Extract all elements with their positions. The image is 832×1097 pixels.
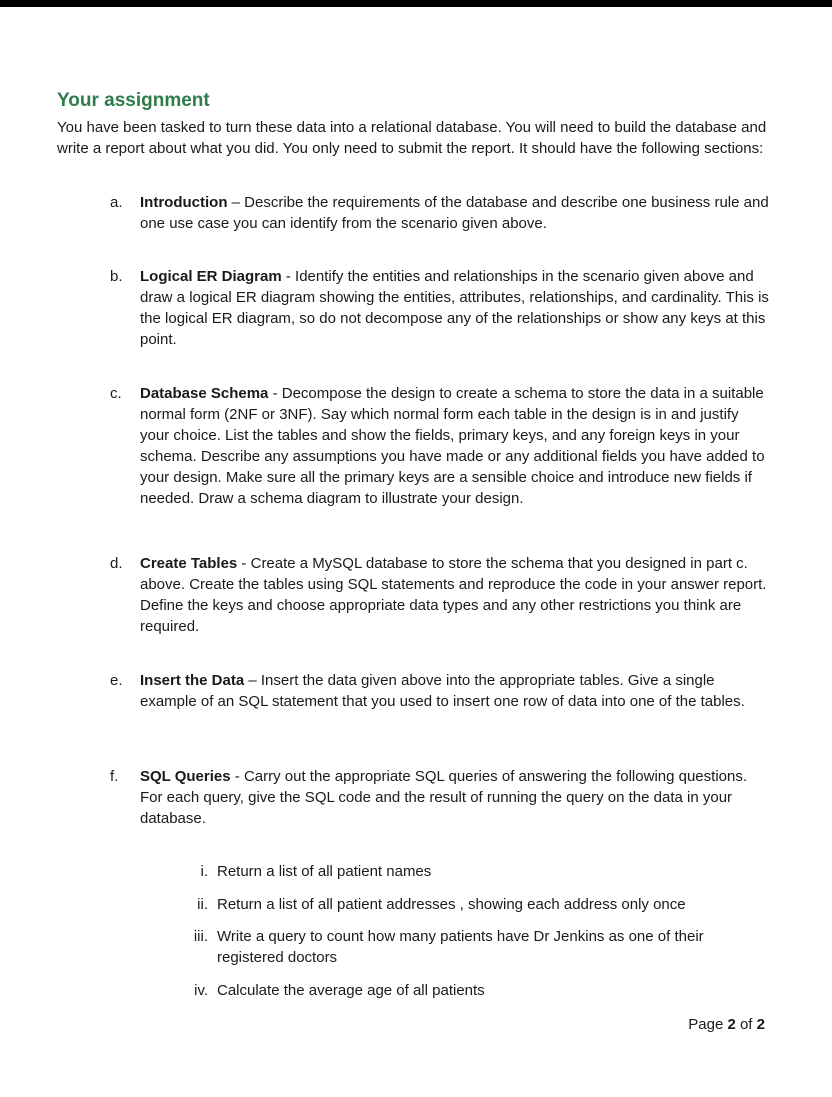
item-title: Logical ER Diagram [140,268,282,285]
total-pages: 2 [756,1016,765,1033]
sub-list-item [176,861,756,882]
item-text: Identify the entities and relationships in the scenario given above and draw a logical ER diagram showing the entities, attributes, relationships, and cardinality. This is the logical ER diagram, so do not decompose any of the relationships or show any keys at this point. [140,268,769,348]
sub-list-marker: ii. [197,896,208,913]
item-title: Create Tables [140,555,238,572]
sub-list-item [176,894,756,915]
item-title: SQL Queries [140,768,231,785]
sub-item-text: Write a query to count how many patients have Dr Jenkins as one of their registered doctors [217,928,704,966]
item-title: Insert the Data [140,672,245,689]
list-marker: a. [110,194,123,211]
item-text: Decompose the design to create a schema to store the data in a suitable normal form (2NF or 3NF). Say which normal form each table in the design is in and justify your choice. List the tables and show the fields, primary keys, and any foreign keys in your schema. Describe any assumptions you have made or any additional fields you have added to your design. Make sure all the primary keys are a sensible choice and introduce new fields if needed. Draw a schema diagram to illustrate your design. [140,385,765,507]
current-page: 2 [727,1016,736,1033]
list-item [110,553,770,637]
list-marker: b. [110,268,123,285]
list-item [110,670,770,712]
intro-paragraph: You have been tasked to turn these data into a relational database. You will need to build the database and write a report about what you did. You only need to submit the report. It should have the following sections: [57,119,767,157]
item-text: Insert the data given above into the appropriate tables. Give a single example of an SQL statement that you used to insert one row of data into one of the tables. [140,672,745,710]
page-number [688,1014,765,1035]
list-marker: e. [110,672,123,689]
list-marker: c. [110,385,122,402]
item-title: Database Schema [140,385,269,402]
sub-list-marker: iv. [194,982,208,999]
section-heading: Your assignment [57,90,210,111]
sub-list-item [176,980,756,1001]
item-separator: – [244,672,261,689]
sub-list-marker: i. [200,863,208,880]
list-item [110,383,770,509]
list-marker: d. [110,555,123,572]
sub-item-text: Return a list of all patient names [217,863,432,880]
item-separator: - [281,268,296,285]
sub-list-marker: iii. [193,928,208,945]
item-separator: - [268,385,282,402]
sub-item-text: Return a list of all patient addresses , showing each address only once [217,896,686,913]
item-title: Introduction [140,194,228,211]
item-separator: - [230,768,244,785]
sub-list-item [176,926,756,968]
item-text: Carry out the appropriate SQL queries of answering the following questions. For each query, give the SQL code and the result of running the query on the data in your database. [140,768,748,827]
item-separator: – [227,194,245,211]
list-item [110,192,770,234]
list-item [110,766,770,829]
page-middle: of [735,1016,757,1033]
item-separator: - [237,555,251,572]
list-item [110,266,770,350]
page-prefix: Page [688,1016,728,1033]
item-text: Describe the requirements of the database and describe one business rule and one use case you can identify from the scenario given above. [140,194,769,232]
list-marker: f. [110,768,119,785]
sub-item-text: Calculate the average age of all patients [217,982,485,999]
item-text: Create a MySQL database to store the schema that you designed in part c. above. Create the tables using SQL statements and reproduce the code in your answer report. Define the keys and choose appropriate data types and any other restrictions you think are required. [140,555,767,635]
